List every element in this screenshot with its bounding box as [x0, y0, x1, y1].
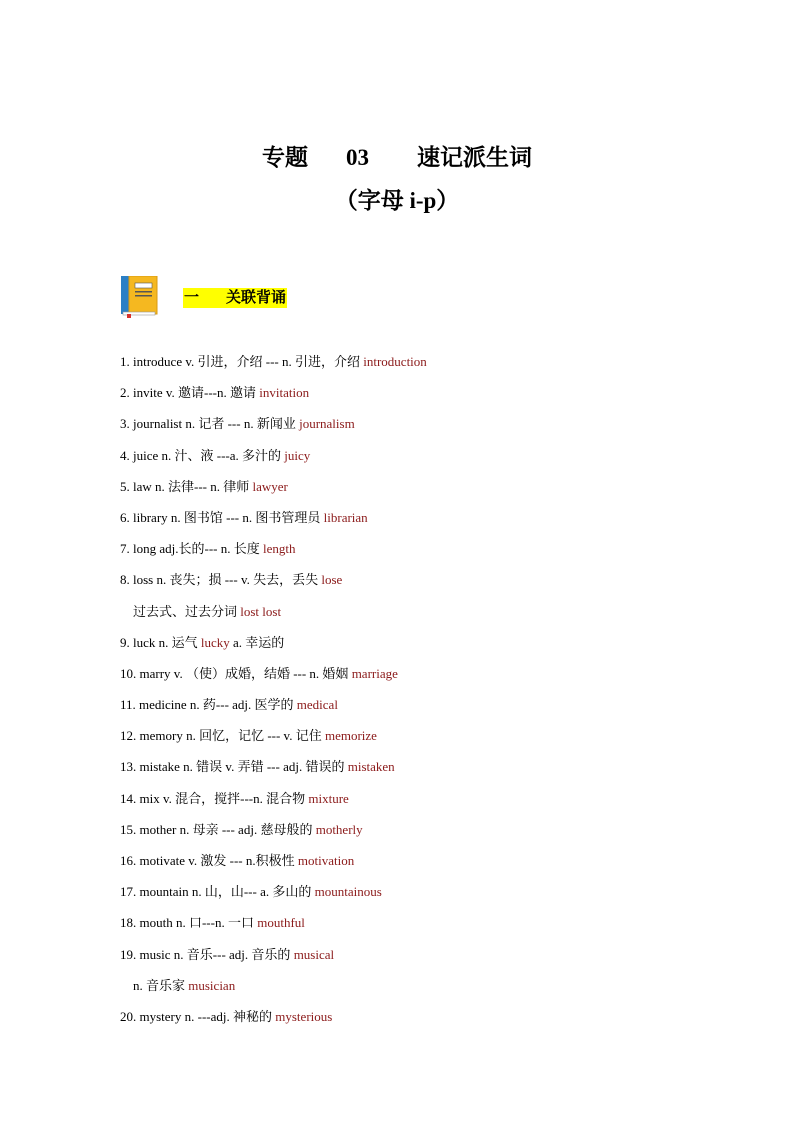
page-title: [0, 143, 794, 173]
entry-text: 8. loss n. 丧失；损 --- v. 失去，丢失: [120, 572, 322, 588]
entry-answer: motivation: [297, 853, 355, 868]
entry-answer: lose: [321, 572, 343, 588]
entry-answer: mysterious: [275, 1008, 333, 1024]
entry-answer: memorize: [324, 728, 377, 744]
entry-answer: juicy: [284, 447, 311, 463]
entry-text: 20. mystery n. ---adj. 神秘的: [120, 1008, 276, 1024]
title-topic: 速记派生词: [417, 145, 532, 170]
entry-answer: musical: [293, 946, 335, 962]
entry-text: 18. mouth n. 口---n. 一口: [120, 915, 258, 931]
list-item: [120, 725, 740, 756]
entry-text: 9. luck n. 运气: [120, 634, 201, 650]
entry-text: 17. mountain n. 山，山--- a. 多山的: [120, 884, 315, 900]
list-item: [120, 632, 740, 663]
entry-answer: librarian: [323, 509, 368, 525]
entry-answer: medical: [296, 697, 338, 713]
entry-answer: mountainous: [314, 884, 382, 900]
section-label: [183, 288, 287, 308]
list-item: [120, 1006, 740, 1037]
list-item: [120, 881, 740, 912]
list-item: [120, 538, 740, 569]
entry-answer: lucky: [200, 634, 230, 650]
list-item: [120, 663, 740, 694]
entry-text: 2. invite v. 邀请---n. 邀请: [120, 385, 260, 401]
entry-text: 4. juice n. 汁、液 ---a. 多汁的: [120, 447, 285, 463]
list-item: [120, 756, 740, 787]
section-title: 关联背诵: [226, 290, 287, 306]
section-number: 一: [184, 290, 200, 306]
entry-text: 7. long adj.长的--- n. 长度: [120, 541, 263, 557]
entry-text: 12. memory n. 回忆，记忆 --- v. 记住: [120, 728, 325, 744]
entry-text: 过去式、过去分词: [133, 603, 241, 619]
entry-after-text: a. 幸运的: [229, 634, 285, 650]
list-item: [120, 912, 740, 943]
entry-text: n. 音乐家: [133, 977, 189, 993]
entry-answer: invitation: [259, 385, 310, 401]
entry-answer: motherly: [315, 821, 363, 837]
list-item: [120, 975, 740, 1006]
entry-answer: marriage: [351, 665, 398, 681]
entry-text: 11. medicine n. 药--- adj. 医学的: [120, 697, 297, 713]
list-item: [120, 944, 740, 975]
title-number: 03: [346, 145, 369, 170]
entry-text: 19. music n. 音乐--- adj. 音乐的: [120, 946, 294, 962]
entry-answer: introduction: [363, 354, 427, 369]
entry-answer: mouthful: [257, 915, 305, 931]
list-item: [120, 476, 740, 507]
entry-text: 16. motivate v. 激发 --- n.积极性: [120, 853, 298, 868]
entry-text: 3. journalist n. 记者 --- n. 新闻业: [120, 416, 300, 432]
entry-text: 10. marry v. （使）成婚，结婚 --- n. 婚姻: [120, 665, 352, 681]
entry-answer: journalism: [299, 416, 355, 432]
entry-text: 6. library n. 图书馆 --- n. 图书管理员: [120, 509, 324, 525]
list-item: [120, 413, 740, 444]
list-item: [120, 569, 740, 600]
list-item: [120, 507, 740, 538]
book-icon: [120, 276, 158, 318]
entry-text: 14. mix v. 混合，搅拌---n. 混合物: [120, 790, 309, 806]
entry-text: 5. law n. 法律--- n. 律师: [120, 478, 253, 494]
vocabulary-list: [120, 351, 740, 1037]
list-item: [120, 694, 740, 725]
entry-text: 1. introduce v. 引进，介绍 --- n. 引进，介绍: [120, 354, 364, 369]
list-item: [120, 819, 740, 850]
list-item: [120, 601, 740, 632]
entry-answer: length: [262, 541, 296, 557]
entry-answer: musician: [188, 977, 236, 993]
entry-text: 13. mistake n. 错误 v. 弄错 --- adj. 错误的: [120, 759, 348, 775]
entry-answer: mistaken: [347, 759, 395, 775]
title-prefix: 专题: [262, 145, 308, 170]
page-subtitle: （字母 i-p）: [334, 188, 460, 213]
entry-answer: lawyer: [252, 478, 288, 494]
list-item: [120, 850, 740, 881]
list-item: [120, 788, 740, 819]
entry-answer: mixture: [308, 790, 349, 806]
list-item: [120, 382, 740, 413]
entry-text: 15. mother n. 母亲 --- adj. 慈母般的: [120, 821, 316, 837]
list-item: [120, 351, 740, 382]
list-item: [120, 445, 740, 476]
entry-answer: lost lost: [240, 603, 282, 619]
